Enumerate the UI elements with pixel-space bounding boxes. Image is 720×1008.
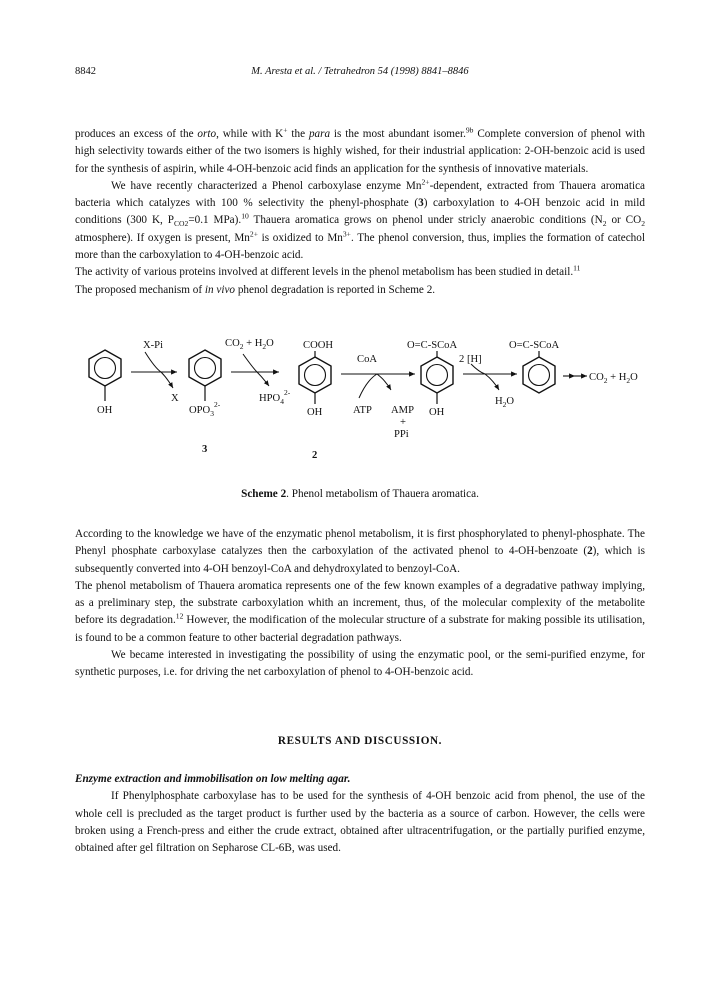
paragraph-6: The phenol metabolism of Thauera aromatica represents one of the few known examples of a degradative pathway implying, as a preliminary step, the substrate carboxylation whith an increment, thus, of the molecular complexity of the metabolite before its degradation.$^{12}$ However, the modification of the molecular structure of a substrate for making possible its utilisation, is found to be a common feature to other bacterial degradation pathways. [75,579,645,644]
subsection-heading: Enzyme extraction and immobilisation on low melting agar. [75,773,351,785]
citation: 11 [573,263,581,273]
page-number: 8842 [75,66,96,77]
two-h-label: 2 [H] [459,354,482,365]
paragraph-5: According to the knowledge we have of the enzymatic phenol metabolism, it is first phosphorylated to phenyl-phosphate. The Phenyl phosphate carboxylase catalyzes then the carboxylation of the activated phenol to 4-OH-benzoate (2), which is subsequently converted into 4-OH benzoyl-CoA and dehydroxylated to benzoyl-CoA. [75,528,645,575]
paragraph-8: If Phenylphosphate carboxylase has to be used for the synthesis of 4-OH benzoic acid from phenol, the use of the whole cell is precluded as the target product is further used by the bacteria as a source of carbon. However, the cells were broken using a French-press and either the crude extract, obtained after ultracentrifugation, or the partially purified enzyme, obtained after gel filtration on Sepharose CL-6B, was used. [75,790,645,855]
body-text-bottom [75,771,645,857]
step3-arrow [341,354,415,440]
amp-label: AMP [391,405,414,416]
oc-scoa-label: O=C-SCoA [407,340,458,351]
hydroxybenzoic-acid-ring [299,340,333,461]
plus-label: + [400,417,406,428]
paragraph-2: We have recently characterized a Phenol carboxylase enzyme $Mn^{2+}$-dependent, extracted from Thauera aromatica bacteria which catalyzes with 100 % selectivity the phenyl-phosphate (3) carboxylation to 4-OH benzoic acid in mild conditions (300 K, $P_{CO2}=0.1$ MPa).$^{10}$ Thauera aromatica grows on phenol under stricly anaerobic conditions ($N_2$ or $CO_2$ atmosphere). If oxygen is present, $Mn^{2+}$ is oxidized to $Mn^{3+}$. The phenol conversion, thus, implies the formation of catechol more than the carboxylation to 4-OH-benzoic acid. [75,177,646,262]
benzoyl-coa-ring [509,340,559,393]
final-products-label: $CO_2 + H_2O$ [589,372,638,385]
scheme-caption: Scheme 2. Phenol metabolism of Thauera aromatica. [241,488,479,500]
oh-label: OH [307,407,323,418]
x-label: X [171,393,179,404]
hydroxybenzoyl-coa-ring [407,340,457,418]
final-arrows [563,372,638,385]
h2o-label: $H_2O$ [495,396,515,409]
citation: 10 [241,211,249,221]
running-head [75,66,645,82]
reaction-scheme [75,334,645,504]
oh-label: OH [97,405,113,416]
cooh-label: COOH [303,340,334,351]
step2-arrow [225,338,291,406]
coa-label: CoA [357,354,378,365]
hpo4-label: $HPO_4^{2-}$ [259,388,291,406]
body-text-top [75,126,645,299]
paragraph-4: The proposed mechanism of in vivo phenol degradation is reported in Scheme 2. [75,283,436,296]
step1-arrow [131,340,179,404]
phenylphosphate-ring [189,350,221,455]
compound-2-label: 2 [312,450,318,461]
journal-reference: M. Aresta et al. / Tetrahedron 54 (1998) 8841–8846 [251,66,469,77]
atp-label: ATP [353,405,372,416]
ppi-label: PPi [394,429,409,440]
paragraph-7: We became interested in investigating the possibility of using the enzymatic pool, or the semi-purified enzyme, for synthetic purposes, i.e. for driving the net carboxylation of phenol to 4-OH-benzoic acid. [75,649,645,679]
body-text-middle [75,526,645,682]
co2-h2o-label: $CO_2 + H_2O$ [225,338,274,351]
step4-arrow [459,354,517,409]
citation: 12 [175,611,184,621]
opo3-label: $OPO_3^{2-}$ [189,400,221,418]
xpi-label: X-Pi [143,340,164,351]
citation: 9b [465,125,474,135]
compound-3-label: 3 [202,444,208,455]
section-heading: RESULTS AND DISCUSSION. [277,735,443,747]
oh-label: OH [429,407,445,418]
paragraph-1: produces an excess of the orto, while with K+ the para is the most abundant isomer.$^{9b}$ Complete conversion of phenol with high selectivity towards either of the two isomers is highly wished, for their industrial application: 2-OH-benzoic acid is used for the synthesis of aspirin, while 4-OH-benzoic acid finds an application for the synthesis of innovative materials. [75,125,645,175]
oc-scoa-label: O=C-SCoA [509,340,560,351]
paragraph-3: The activity of various proteins involved at different levels in the phenol metabolism has been studied in detail.$^{11}$ [75,263,581,279]
scheme-diagram [75,334,645,494]
phenol-ring [89,350,121,416]
